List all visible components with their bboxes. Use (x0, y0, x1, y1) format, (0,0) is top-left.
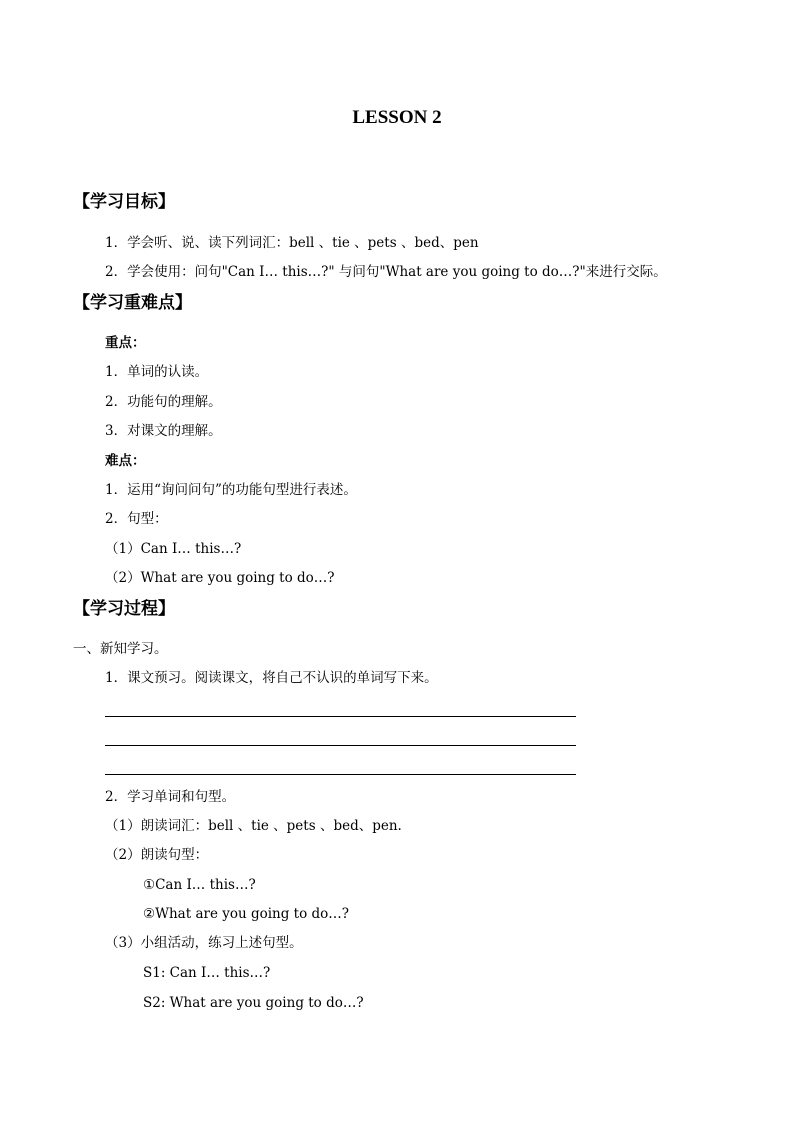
process-item: （1）朗读词汇：bell 、tie 、pets 、bed、pen. (105, 818, 402, 834)
difficulty-label: 难点： (105, 453, 146, 469)
difficulty-item: 2．句型： (105, 511, 168, 527)
process-item: （2）朗读句型： (105, 847, 209, 863)
focus-item: 2．功能句的理解。 (105, 394, 222, 410)
section-heading-process: 【学习过程】 (73, 599, 175, 619)
section-heading-goals: 【学习目标】 (73, 192, 175, 212)
page-title: LESSON 2 (352, 107, 442, 128)
process-step: 2．学习单词和句型。 (105, 789, 236, 805)
process-step: 1．课文预习。阅读课文，将自己不认识的单词写下来。 (105, 670, 438, 686)
answer-line (105, 716, 576, 717)
focus-item: 3．对课文的理解。 (105, 423, 222, 439)
dialogue-line: S2: What are you going to do…? (143, 995, 364, 1011)
answer-line (105, 745, 576, 746)
focus-label: 重点： (105, 335, 146, 351)
process-part-title: 一、新知学习。 (73, 641, 168, 657)
goal-item: 2．学会使用：问句"Can I… this…?" 与问句"What are you going to do…?"来进行交际。 (105, 264, 667, 280)
process-item: （3）小组活动，练习上述句型。 (105, 935, 303, 951)
difficulty-item: （1）Can I… this…? (105, 541, 242, 557)
focus-item: 1．单词的认读。 (105, 364, 209, 380)
process-subitem: ②What are you going to do…? (143, 906, 350, 922)
section-heading-keypoints: 【学习重难点】 (73, 293, 192, 313)
process-subitem: ①Can I… this…? (143, 877, 256, 893)
dialogue-line: S1: Can I… this…? (143, 965, 271, 981)
difficulty-item: （2）What are you going to do…? (105, 570, 335, 586)
difficulty-item: 1．运用“询问问句”的功能句型进行表述。 (105, 482, 357, 498)
answer-line (105, 774, 576, 775)
goal-item: 1．学会听、说、读下列词汇：bell 、tie 、pets 、bed、pen (105, 235, 479, 251)
